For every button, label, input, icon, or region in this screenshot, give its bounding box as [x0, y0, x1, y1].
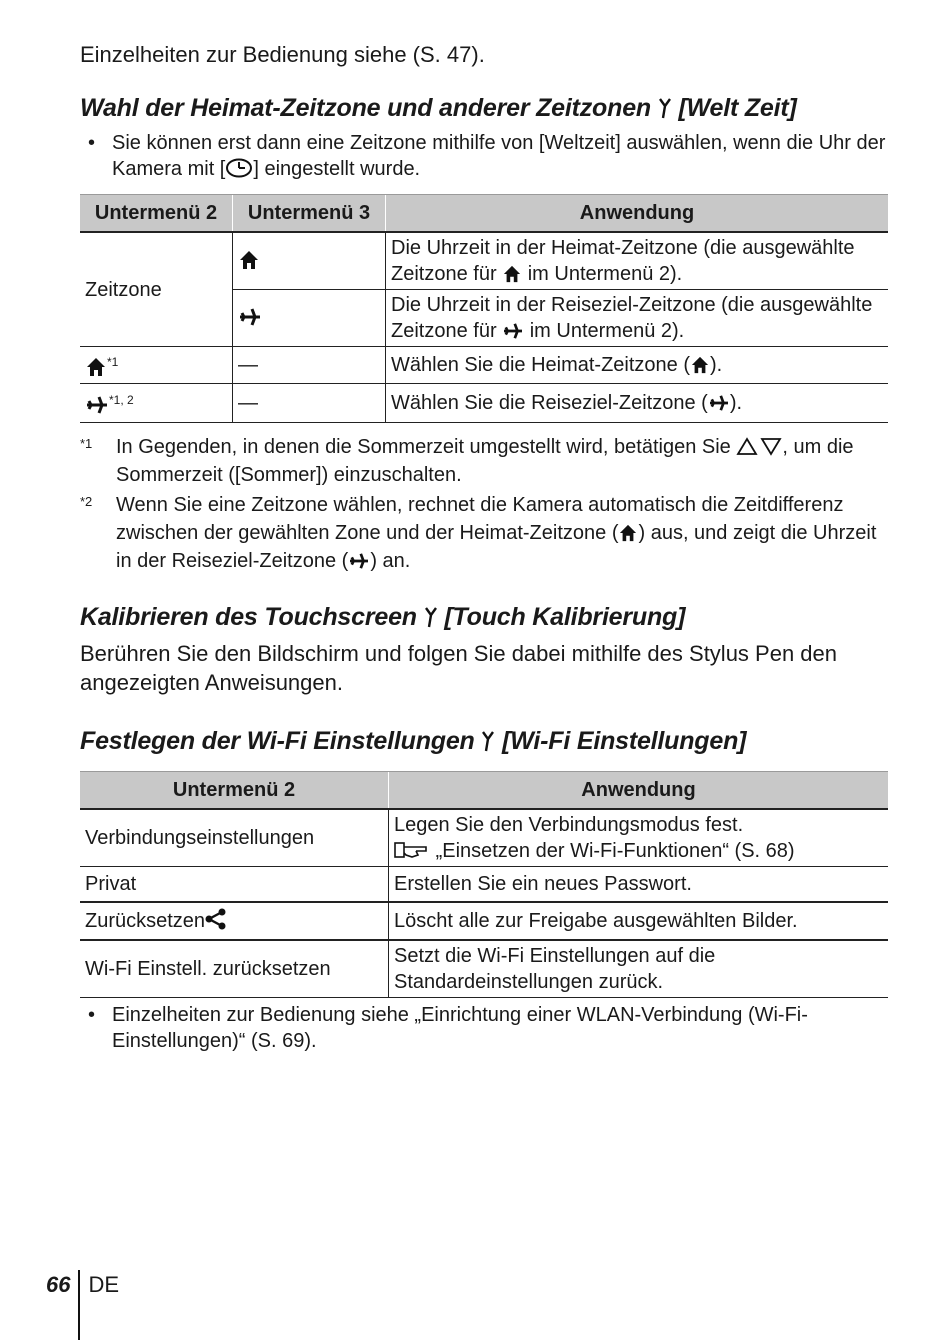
plane-icon	[708, 394, 730, 412]
note-wifi: • Einzelheiten zur Bedienung siehe „Einrichtung einer WLAN-Verbindung (Wi-Fi-Einstellungen)“ (S. 69).	[88, 1004, 808, 1052]
home-icon	[618, 524, 638, 542]
plane-icon	[238, 307, 262, 327]
touch-text: Berühren Sie den Bildschirm und folgen Sie dabei mithilfe des Stylus Pen den angezeigten Anweisungen.	[80, 641, 838, 695]
share-icon	[205, 908, 227, 930]
footnote-1: *1 In Gegenden, in denen die Sommerzeit umgestellt wird, betätigen Sie , um die Sommerzeit ([Sommer]) einzuschalten.	[80, 436, 854, 486]
page-number: 66	[46, 1270, 80, 1340]
wifi-table	[80, 771, 888, 998]
setup-menu-icon	[481, 730, 495, 752]
table-row: Wi-Fi Einstell. zurücksetzen Setzt die Wi-Fi Einstellungen auf die Standardeinstellungen zurück.	[80, 940, 888, 998]
clock-icon	[225, 158, 253, 178]
zeitzone-cell: Zeitzone	[80, 232, 233, 347]
dash-cell: —	[233, 347, 386, 384]
manual-page	[80, 40, 888, 1066]
col-application: Anwendung	[389, 772, 889, 810]
home-icon	[85, 357, 107, 377]
home-cell	[233, 232, 386, 290]
world-time-table	[80, 194, 888, 423]
table-row: Zurücksetzen Löscht alle zur Freigabe ausgewählten Bilder.	[80, 902, 888, 940]
col-submenu2: Untermenü 2	[80, 195, 233, 233]
reference-hand-icon	[394, 840, 430, 860]
home-icon	[502, 265, 522, 283]
home-select-cell: *1	[80, 347, 233, 384]
select-home-desc: Wählen Sie die Heimat-Zeitzone ( ).	[386, 347, 889, 384]
heading-wifi-settings: Festlegen der Wi-Fi Einstellungen [Wi-Fi Einstellungen]	[80, 727, 747, 755]
plane-icon	[502, 322, 524, 340]
table-row: Verbindungseinstellungen Legen Sie den Verbindungsmodus fest. „Einsetzen der Wi-Fi-Funktionen“ (S. 68)	[80, 809, 888, 867]
setup-menu-icon	[658, 97, 672, 119]
plane-icon	[85, 395, 109, 415]
footnote-2: *2 Wenn Sie eine Zeitzone wählen, rechnet die Kamera automatisch die Zeitdifferenz zwischen der gewählten Zone und der Heimat-Zeitzone ( ) aus, und zeigt die Uhrzeit in der Reiseziel-Zeitzone ( ) an.	[80, 494, 877, 572]
intro-text: Einzelheiten zur Bedienung siehe (S. 47).	[80, 42, 485, 67]
table-row	[80, 232, 888, 290]
select-travel-desc: Wählen Sie die Reiseziel-Zeitzone ( ).	[386, 384, 889, 423]
col-submenu3: Untermenü 3	[233, 195, 386, 233]
table-row	[80, 384, 888, 423]
table-row	[80, 347, 888, 384]
language-code: DE	[88, 1272, 120, 1297]
home-icon	[238, 250, 260, 270]
travel-cell	[233, 290, 386, 347]
up-down-arrows-icon	[736, 436, 782, 456]
table-row: Privat Erstellen Sie ein neues Passwort.	[80, 867, 888, 903]
dash-cell: —	[233, 384, 386, 423]
col-application: Anwendung	[386, 195, 889, 233]
travel-select-cell: *1, 2	[80, 384, 233, 423]
heading-touch-calibration: Kalibrieren des Touchscreen [Touch Kalibrierung]	[80, 603, 686, 631]
home-desc: Die Uhrzeit in der Heimat-Zeitzone (die ausgewählte Zeitzone für im Untermenü 2).	[386, 232, 889, 290]
travel-desc: Die Uhrzeit in der Reiseziel-Zeitzone (die ausgewählte Zeitzone für im Untermenü 2).	[386, 290, 889, 347]
note-world-time: • Sie können erst dann eine Zeitzone mithilfe von [Weltzeit] auswählen, wenn die Uhr der Kamera mit [ ] eingestellt wurde.	[88, 132, 886, 180]
plane-icon	[348, 552, 370, 570]
page-footer	[46, 1270, 119, 1340]
home-icon	[690, 356, 710, 374]
heading-world-time: Wahl der Heimat-Zeitzone und anderer Zeitzonen [Welt Zeit]	[80, 94, 797, 122]
col-submenu2: Untermenü 2	[80, 772, 389, 810]
setup-menu-icon	[424, 606, 438, 628]
